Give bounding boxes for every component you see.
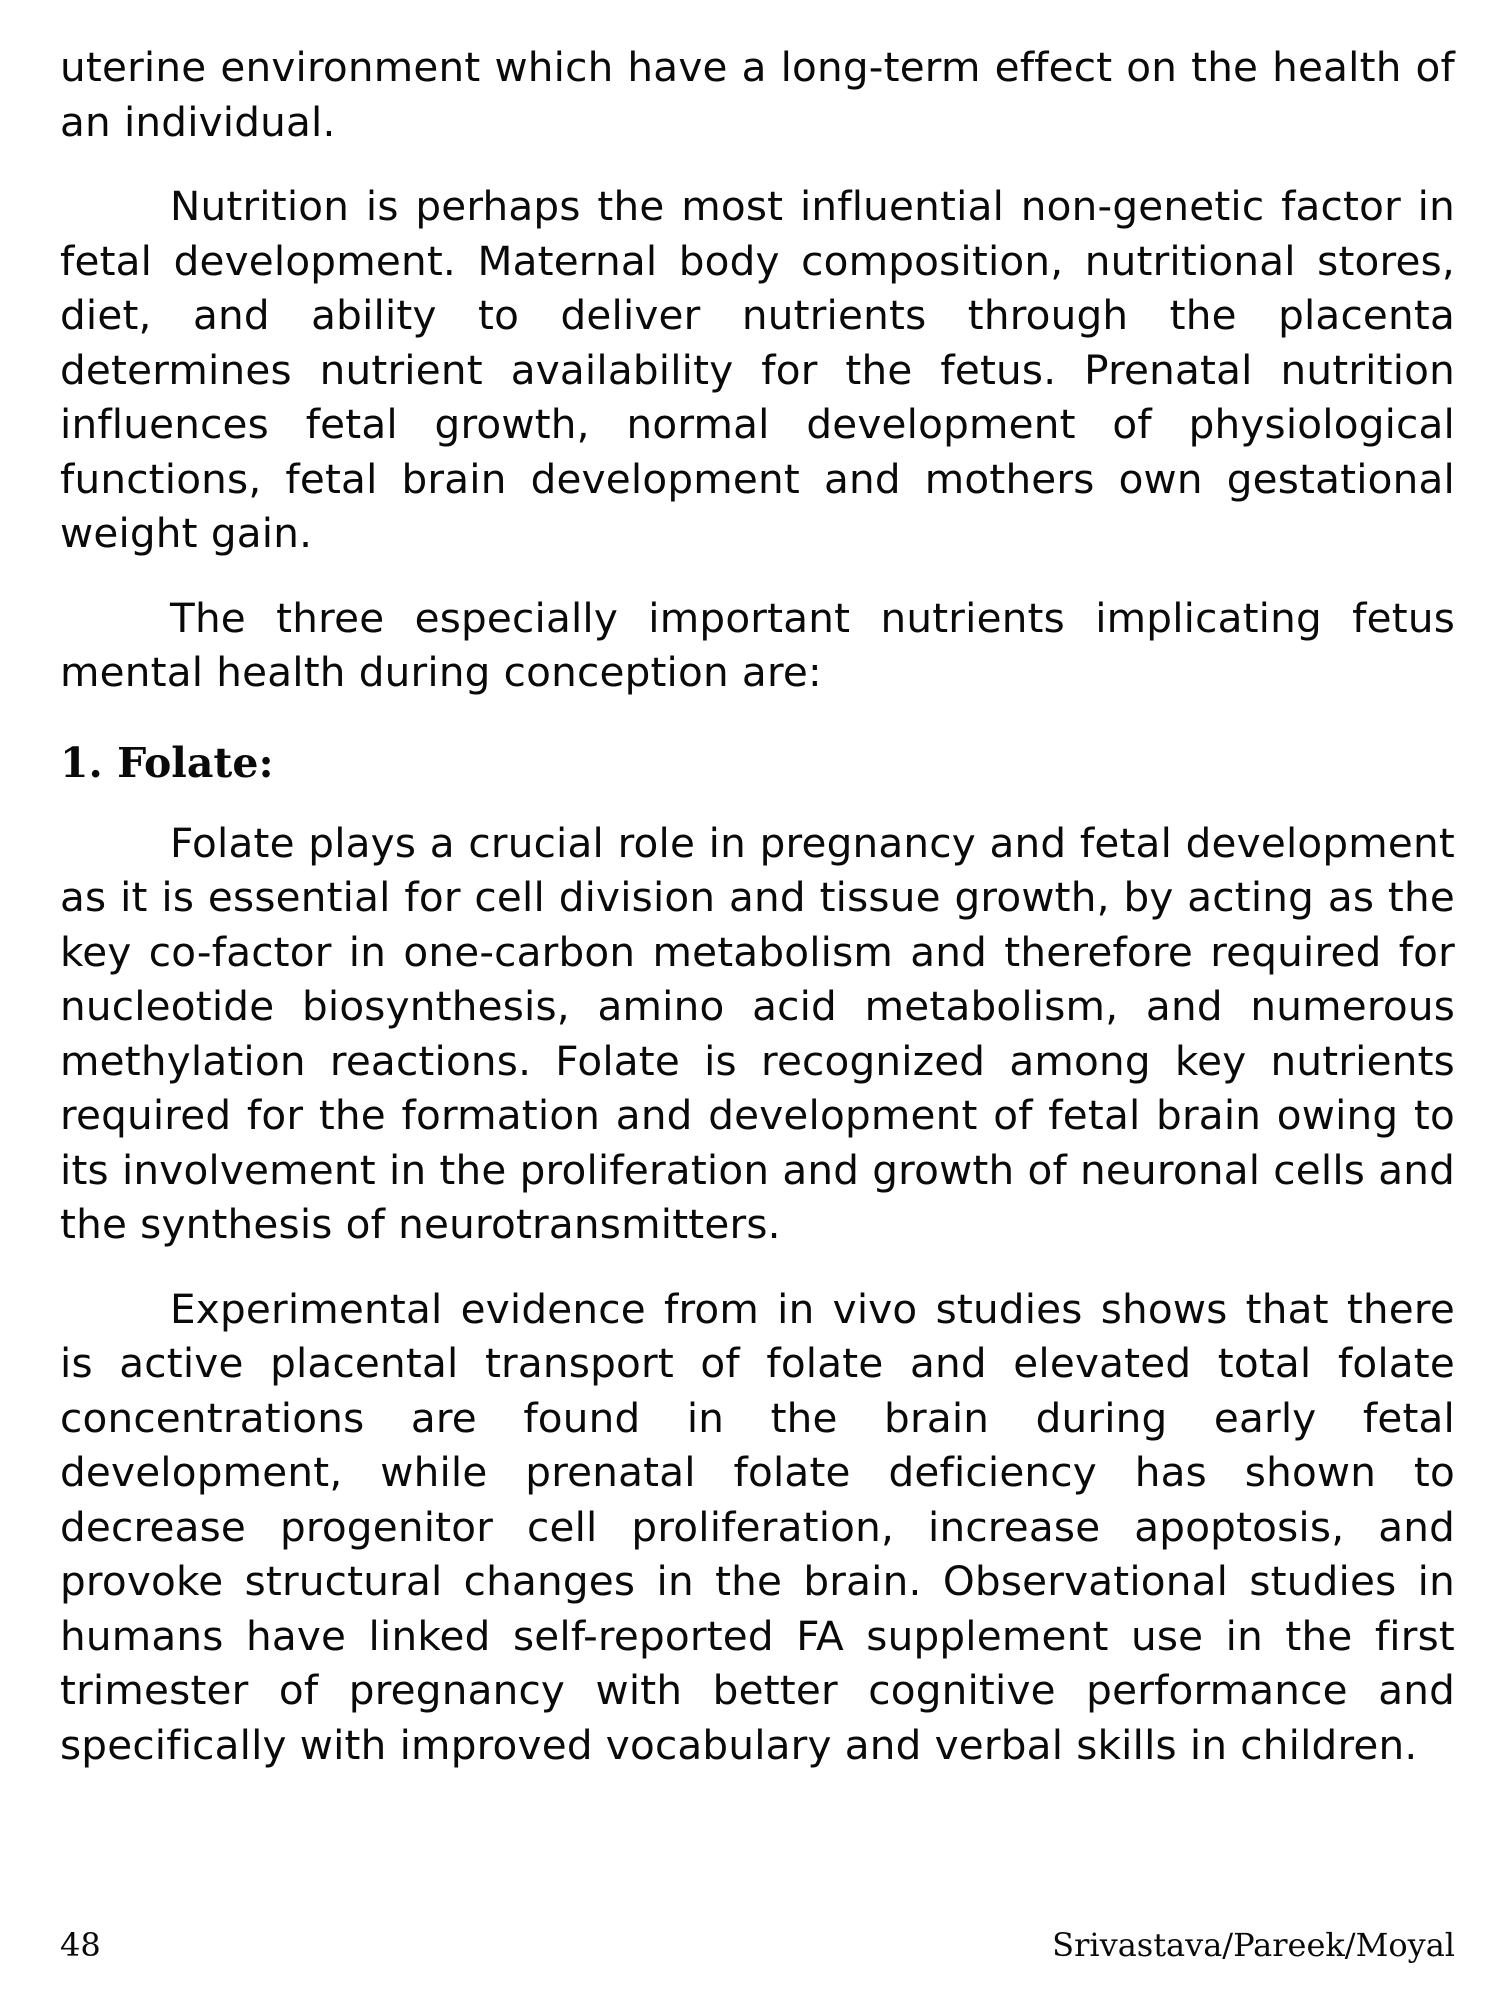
running-footer-authors: Srivastava/Pareek/Moyal [1052,1926,1455,1964]
section-heading-folate: 1. Folate: [60,738,274,787]
paragraph-gap [60,700,1455,730]
paragraph-gap [60,149,1455,179]
page-body [60,40,1455,1960]
paragraph-nutrition: Nutrition is perhaps the most influential non-genetic factor in fetal development. Maternal body composition, nutritional stores, diet, and ability to deliver nutrients through the placenta determines nutrient availability for the fetus. Prenatal nutrition influences fetal growth, normal development of physiological functions, fetal brain development and mothers own gestational weight gain. [60,182,1455,557]
paragraph-gap [60,1252,1455,1282]
paragraph-folate-role: Folate plays a crucial role in pregnancy and fetal development as it is essential for cell division and tissue growth, by acting as the key co-factor in one-carbon metabolism and therefore required for nucleotide biosynthesis, amino acid metabolism, and numerous methylation reactions. Folate is recognized among key nutrients required for the formation and development of fetal brain owing to its involvement in the proliferation and growth of neuronal cells and the synthesis of neurotransmitters. [60,818,1455,1248]
paragraph-three-nutrients: The three especially important nutrients implicating fetus mental health during conception are: [60,593,1455,696]
page-number: 48 [60,1926,101,1964]
paragraph-experimental-evidence: Experimental evidence from in vivo studies shows that there is active placental transport of folate and elevated total folate concentrations are found in the brain during early fetal development, while prenatal folate deficiency has shown to decrease progenitor cell proliferation, increase apoptosis, and provoke structural changes in the brain. Observational studies in humans have linked self-reported FA supplement use in the first trimester of pregnancy with better cognitive performance and specifically with improved vocabulary and verbal skills in children. [60,1284,1455,1769]
paragraph-gap [60,561,1455,591]
paragraph-continuation: uterine environment which have a long-term effect on the health of an individual. [60,43,1455,146]
